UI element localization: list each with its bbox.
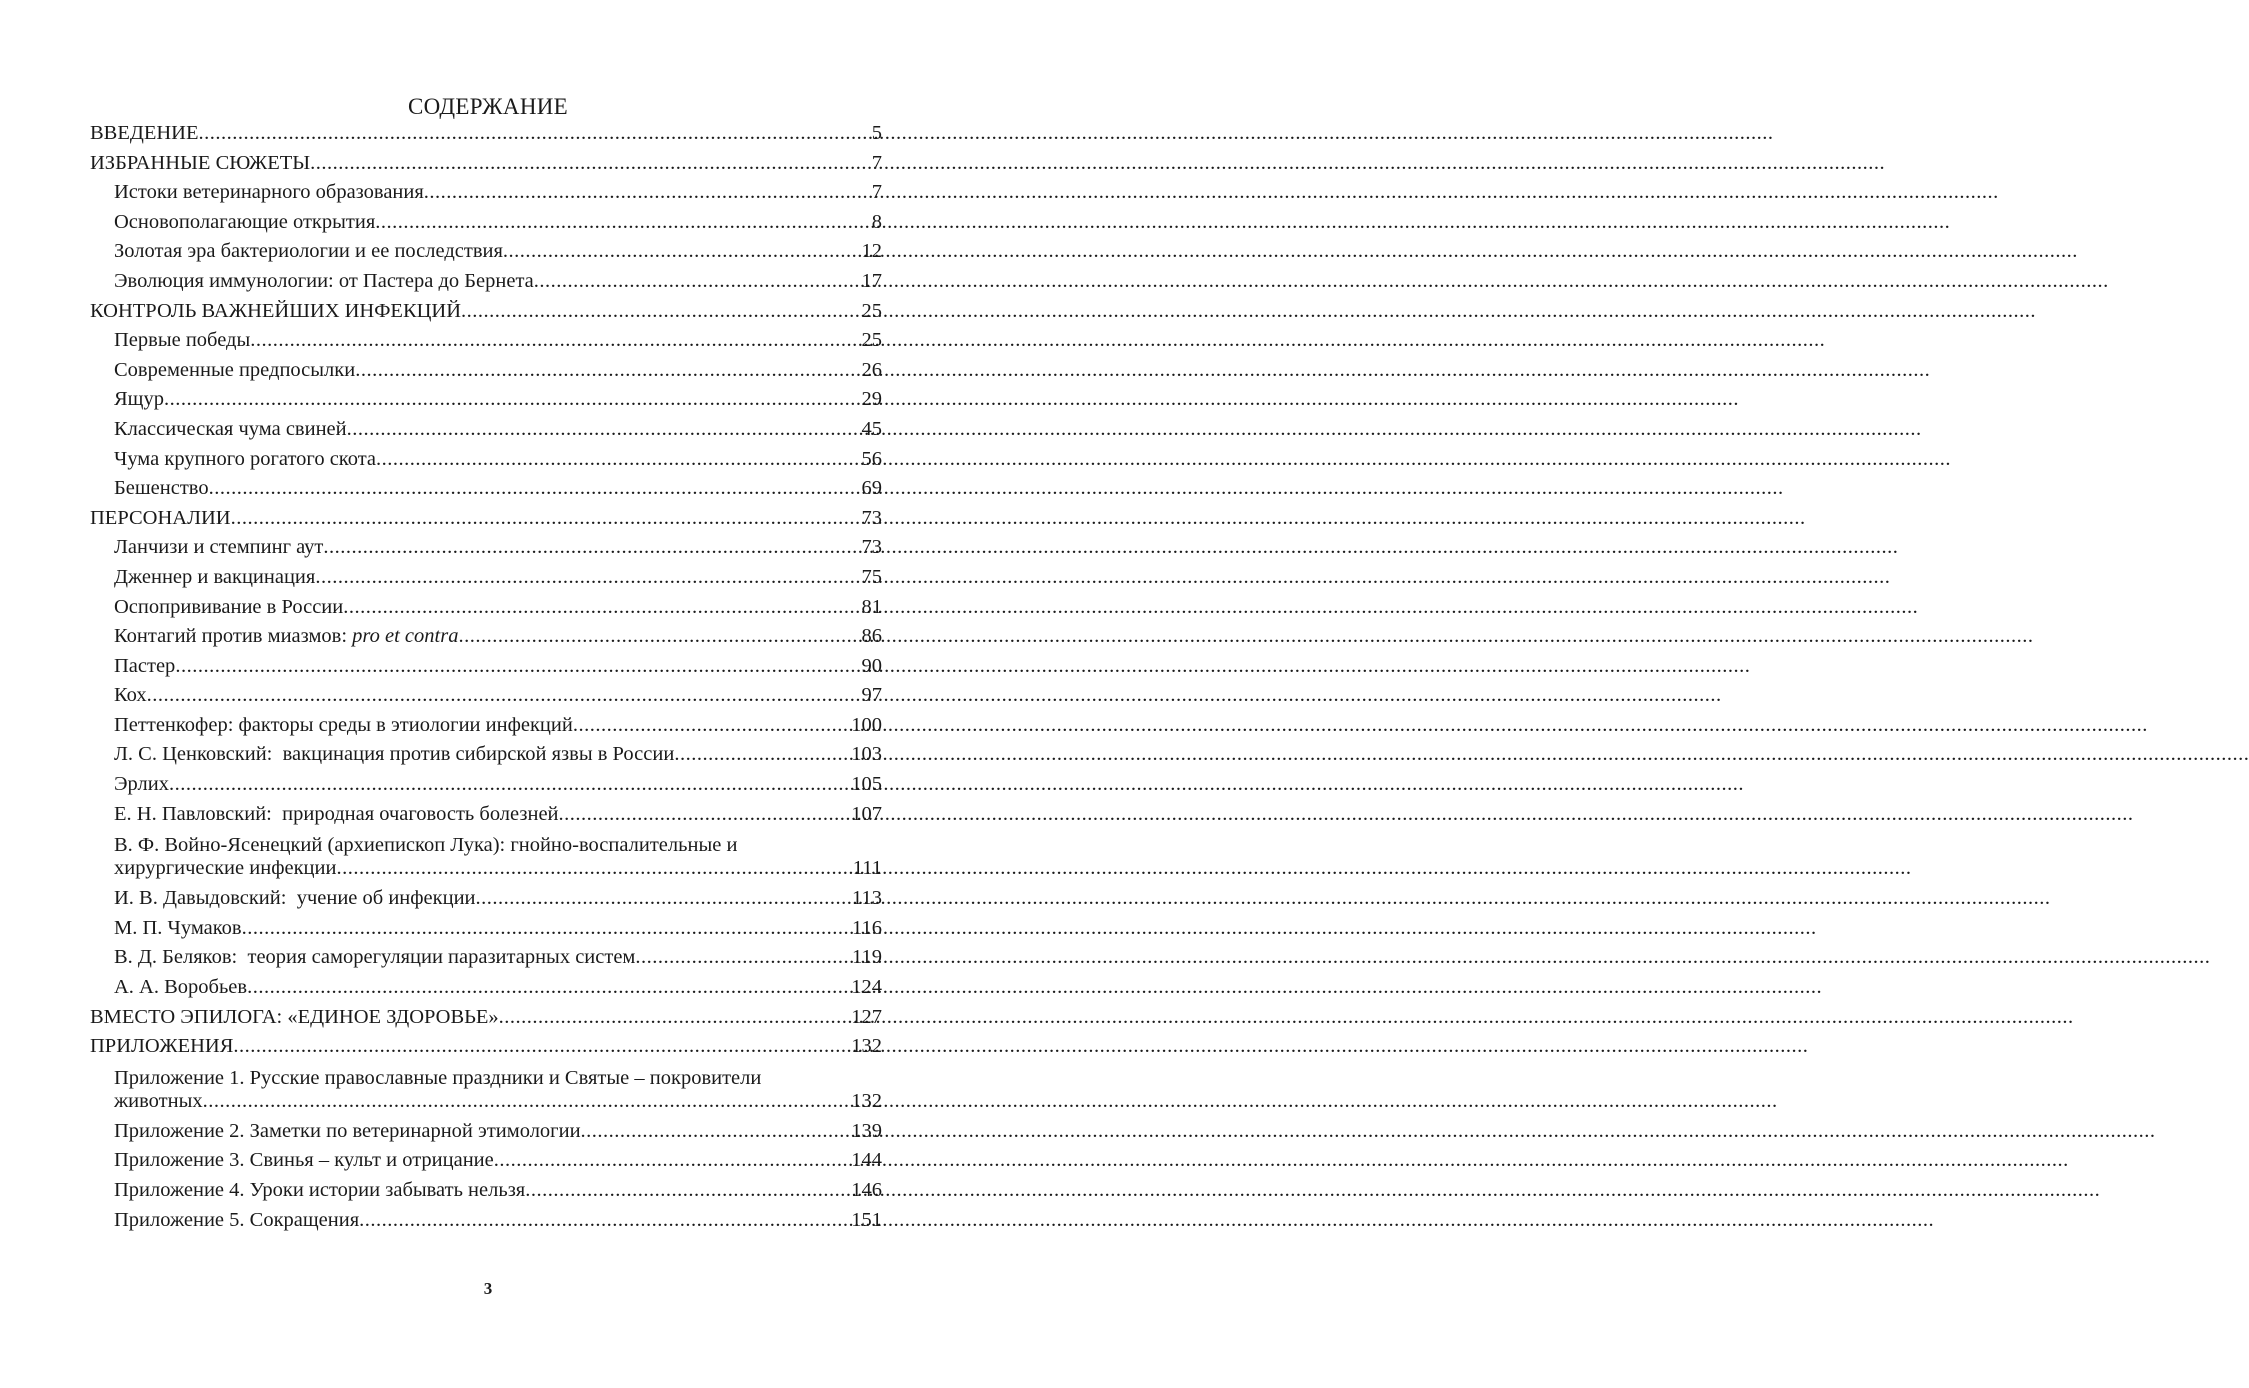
toc-entry-page: 29 bbox=[861, 388, 882, 411]
toc-entry-label-line2: животных bbox=[114, 1089, 203, 1112]
dot-leader bbox=[458, 622, 860, 652]
toc-entry-label-italic: pro et contra bbox=[352, 625, 459, 648]
toc-entry-label-line2: хирургические инфекции bbox=[114, 857, 337, 880]
toc-section-appendices[interactable] bbox=[90, 1032, 882, 1062]
toc-entry-page: 132 bbox=[851, 1089, 882, 1112]
dot-leader bbox=[247, 973, 850, 1003]
toc-entry-label: Приложение 5. Сокращения bbox=[114, 1208, 360, 1231]
toc-entry[interactable] bbox=[90, 178, 882, 208]
dot-leader bbox=[355, 356, 860, 386]
toc-entry-page: 12 bbox=[861, 240, 882, 263]
toc-entry-label-line1: Приложение 1. Русские православные праздники и Святые – покровители bbox=[114, 1066, 762, 1089]
toc-entry-label: Чума крупного рогатого скота bbox=[114, 447, 377, 470]
dot-leader bbox=[203, 1089, 851, 1113]
toc-entry[interactable] bbox=[90, 593, 882, 623]
toc-entry[interactable] bbox=[90, 533, 882, 563]
toc-entry-intro[interactable] bbox=[90, 119, 882, 149]
toc-entry[interactable] bbox=[90, 1176, 882, 1206]
toc-entry[interactable] bbox=[90, 1146, 882, 1176]
dot-leader bbox=[376, 445, 860, 475]
toc-entry[interactable] bbox=[90, 237, 882, 267]
toc-entry-label: Первые победы bbox=[114, 329, 251, 352]
toc-entry-page: 151 bbox=[851, 1208, 882, 1231]
toc-entry[interactable] bbox=[90, 1117, 882, 1147]
toc-entry-page: 81 bbox=[861, 595, 882, 618]
toc-entry-label: Бешенство bbox=[114, 477, 209, 500]
toc-entry[interactable] bbox=[90, 1206, 882, 1236]
toc-entry-page: 7 bbox=[871, 181, 882, 204]
toc-entry[interactable] bbox=[90, 973, 882, 1003]
toc-entry-label: ИЗБРАННЫЕ СЮЖЕТЫ bbox=[90, 151, 311, 174]
toc-entry-page: 26 bbox=[861, 358, 882, 381]
toc-entry-label: В. Д. Беляков: теория саморегуляции паразитарных систем bbox=[114, 946, 636, 969]
toc-entry[interactable] bbox=[90, 943, 882, 973]
toc-entry-page: 73 bbox=[861, 506, 882, 529]
toc-entry-label: Классическая чума свиней bbox=[114, 417, 347, 440]
toc-entry-page: 124 bbox=[851, 976, 882, 999]
toc-entry-label: Приложение 2. Заметки по ветеринарной этимологии bbox=[114, 1119, 581, 1142]
toc-entry-label: ПРИЛОЖЕНИЯ bbox=[90, 1035, 234, 1058]
toc-entry-label: Оспопрививание в России bbox=[114, 595, 344, 618]
toc-entry[interactable] bbox=[90, 445, 882, 475]
dot-leader bbox=[494, 1146, 851, 1176]
toc-entry-page: 139 bbox=[851, 1119, 882, 1142]
toc-entry[interactable] bbox=[90, 770, 882, 800]
dot-leader bbox=[315, 563, 860, 593]
toc-entry[interactable] bbox=[90, 740, 882, 770]
toc-entry-label: Ящур bbox=[114, 388, 164, 411]
toc-entry-label: Золотая эра бактериологии и ее последствия bbox=[114, 240, 503, 263]
dot-leader bbox=[164, 385, 861, 415]
dot-leader bbox=[525, 1176, 850, 1206]
toc-entry[interactable] bbox=[90, 267, 882, 297]
toc-entry-page: 56 bbox=[861, 447, 882, 470]
toc-entry-page: 25 bbox=[861, 299, 882, 322]
dot-leader bbox=[147, 681, 861, 711]
toc-entry-page: 97 bbox=[861, 684, 882, 707]
dot-leader bbox=[559, 800, 851, 830]
dot-leader bbox=[375, 208, 870, 238]
toc-entry[interactable] bbox=[90, 474, 882, 504]
dot-leader bbox=[476, 884, 851, 914]
toc-entry[interactable] bbox=[90, 681, 882, 711]
dot-leader bbox=[199, 119, 871, 149]
toc-entry-page: 100 bbox=[851, 713, 882, 736]
toc-entry-label: КОНТРОЛЬ ВАЖНЕЙШИХ ИНФЕКЦИЙ bbox=[90, 299, 462, 322]
toc-entry-multiline[interactable] bbox=[90, 834, 882, 882]
dot-leader bbox=[581, 1117, 851, 1147]
toc-entry-page: 86 bbox=[861, 625, 882, 648]
toc-entry-page: 8 bbox=[871, 210, 882, 233]
toc-entry-page: 73 bbox=[861, 536, 882, 559]
toc-entry-page: 111 bbox=[852, 857, 882, 880]
toc-entry[interactable] bbox=[90, 415, 882, 445]
toc-section-epilogue[interactable] bbox=[90, 1003, 882, 1033]
dot-leader bbox=[635, 943, 851, 973]
toc-entry-page: 116 bbox=[852, 916, 882, 939]
dot-leader bbox=[231, 504, 861, 534]
toc-entry-label: Ланчизи и стемпинг аут bbox=[114, 536, 324, 559]
toc-entry-label: Современные предпосылки bbox=[114, 358, 356, 381]
toc-entry-page: 25 bbox=[861, 329, 882, 352]
dot-leader bbox=[310, 149, 871, 179]
toc-entry-page: 144 bbox=[851, 1149, 882, 1172]
toc-entry-page: 103 bbox=[851, 743, 882, 766]
toc-entry[interactable] bbox=[90, 914, 882, 944]
dot-leader bbox=[359, 1206, 850, 1236]
toc-entry-label: Эрлих bbox=[114, 773, 169, 796]
dot-leader bbox=[175, 652, 860, 682]
toc-entry[interactable] bbox=[90, 326, 882, 356]
toc-entry-page: 69 bbox=[861, 477, 882, 500]
toc-entry-page: 90 bbox=[861, 654, 882, 677]
toc-entry-page: 7 bbox=[871, 151, 882, 174]
toc-entry-label bbox=[114, 622, 458, 652]
toc-entry[interactable] bbox=[90, 385, 882, 415]
toc-entry-label: ПЕРСОНАЛИИ bbox=[90, 506, 231, 529]
toc-entry-page: 113 bbox=[852, 887, 882, 910]
page-number: 3 bbox=[483, 1279, 493, 1298]
toc-entry-page: 107 bbox=[851, 802, 882, 825]
toc-entry-label: Пастер bbox=[114, 654, 176, 677]
toc-entry-page: 146 bbox=[851, 1179, 882, 1201]
toc-entry-label-line1: В. Ф. Войно-Ясенецкий (архиепископ Лука): гнойно-воспалительные и bbox=[114, 834, 738, 857]
dot-leader bbox=[499, 1003, 851, 1033]
toc-entry-page: 75 bbox=[861, 565, 882, 588]
dot-leader bbox=[347, 415, 861, 445]
toc-entry-label: ВВЕДЕНИЕ bbox=[90, 122, 199, 144]
toc-entry-label: Дженнер и вакцинация bbox=[114, 565, 316, 588]
toc-section-selected[interactable] bbox=[90, 149, 882, 179]
toc-entry-label: Петтенкофер: факторы среды в этиологии инфекций bbox=[114, 713, 573, 736]
toc-entry[interactable] bbox=[90, 208, 882, 238]
toc-entry-page: 127 bbox=[851, 1005, 882, 1028]
toc-entry-label: Кох bbox=[114, 684, 147, 707]
page-title: СОДЕРЖАНИЕ bbox=[407, 94, 568, 119]
dot-leader bbox=[233, 1032, 850, 1062]
dot-leader bbox=[209, 474, 861, 504]
table-of-contents bbox=[90, 119, 882, 1235]
toc-entry-label: И. В. Давыдовский: учение об инфекции bbox=[114, 887, 476, 910]
toc-entry-page: 45 bbox=[861, 417, 882, 440]
toc-entry-label: М. П. Чумаков bbox=[114, 916, 242, 939]
dot-leader bbox=[169, 770, 850, 800]
toc-entry[interactable] bbox=[90, 652, 882, 682]
toc-entry-label-text: Контагий против миазмов: bbox=[114, 625, 353, 648]
toc-entry[interactable] bbox=[90, 884, 882, 914]
toc-entry-label: ВМЕСТО ЭПИЛОГА: «ЕДИНОЕ ЗДОРОВЬЕ» bbox=[90, 1005, 499, 1028]
toc-entry-page: 5 bbox=[871, 122, 882, 144]
toc-section-control[interactable] bbox=[90, 297, 882, 327]
toc-entry-label: Истоки ветеринарного образования bbox=[114, 181, 424, 204]
toc-entry[interactable] bbox=[90, 356, 882, 386]
toc-entry[interactable] bbox=[90, 800, 882, 830]
toc-entry-label: Е. Н. Павловский: природная очаговость болезней bbox=[114, 802, 559, 825]
toc-entry-label: Л. С. Ценковский: вакцинация против сибирской язвы в России bbox=[114, 743, 675, 766]
toc-entry-multiline[interactable] bbox=[90, 1067, 882, 1115]
dot-leader bbox=[573, 711, 850, 741]
dot-leader bbox=[424, 178, 871, 208]
toc-entry-label: А. А. Воробьев bbox=[114, 976, 248, 999]
dot-leader bbox=[461, 297, 860, 327]
dot-leader bbox=[336, 856, 851, 880]
dot-leader bbox=[323, 533, 860, 563]
toc-entry-page: 105 bbox=[851, 773, 882, 796]
toc-entry[interactable] bbox=[90, 622, 882, 652]
dot-leader bbox=[242, 914, 851, 944]
toc-entry-label: Основополагающие открытия bbox=[114, 210, 376, 233]
toc-entry-label: Приложение 3. Свинья – культ и отрицание bbox=[114, 1149, 494, 1172]
toc-section-persons[interactable] bbox=[90, 504, 882, 534]
toc-entry-page: 119 bbox=[852, 946, 882, 969]
toc-entry[interactable] bbox=[90, 711, 882, 741]
dot-leader bbox=[534, 267, 861, 297]
toc-entry[interactable] bbox=[90, 563, 882, 593]
toc-entry-page: 17 bbox=[861, 269, 882, 292]
dot-leader bbox=[674, 740, 850, 770]
dot-leader bbox=[503, 237, 861, 267]
toc-entry-label: Приложение 4. Уроки истории забывать нельзя bbox=[114, 1179, 526, 1201]
toc-entry-page: 132 bbox=[851, 1035, 882, 1058]
dot-leader bbox=[343, 593, 860, 623]
toc-entry-label: Эволюция иммунологии: от Пастера до Бернета bbox=[114, 269, 534, 292]
dot-leader bbox=[250, 326, 860, 356]
